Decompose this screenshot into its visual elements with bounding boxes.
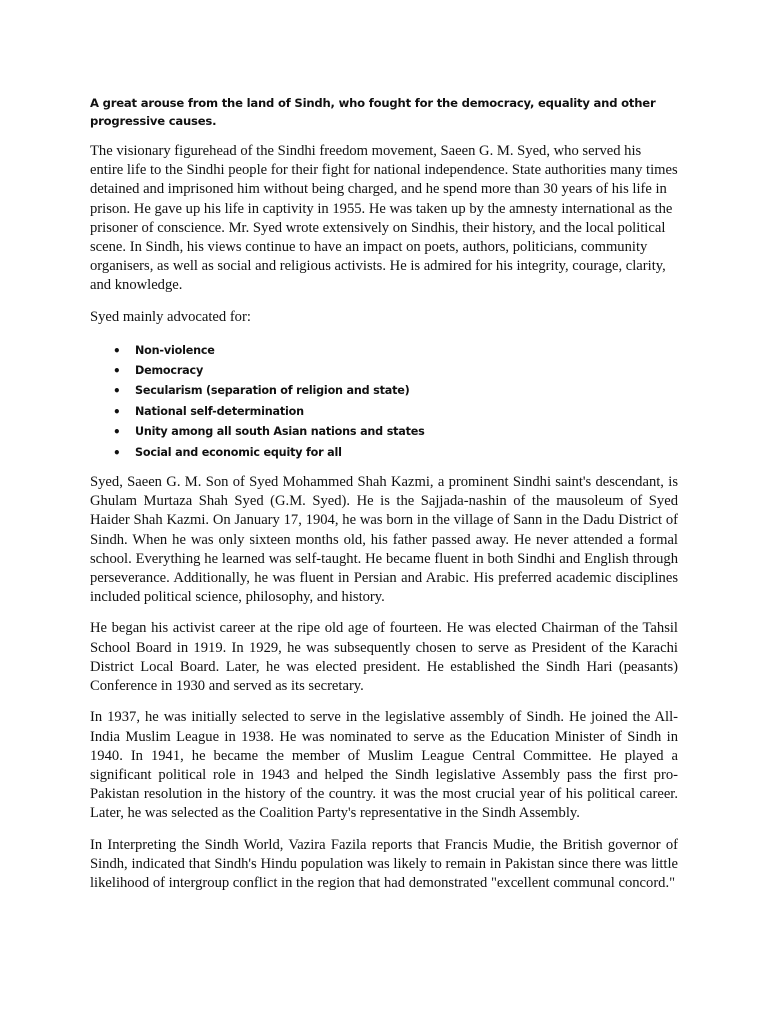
list-item (90, 381, 678, 401)
list-item (90, 402, 678, 422)
career-paragraph: He began his activist career at the ripe old age of fourteen. He was elected Chairman of the Tahsil School Board in 1919. In 1929, he was subsequently chosen to serve as President of the Karachi District Local Board. Later, he was elected president. He established the Sindh Hari (peasants) Conference in 1930 and served as its secretary. (90, 620, 678, 695)
list-item-label: Social and economic equity for all (135, 445, 342, 459)
list-item-label: Unity among all south Asian nations and states (135, 425, 425, 439)
list-item-label: Democracy (135, 364, 204, 378)
biography-paragraph: Syed, Saeen G. M. Son of Syed Mohammed Shah Kazmi, a prominent Sindhi saint's descendant, is Ghulam Murtaza Shah Syed (G.M. Syed). He is the Sajjada-nashin of the mausoleum of Syed Haider Shah Kazmi. On January 17, 1904, he was born in the village of Sann in the Dadu District of Sindh. When he was only sixteen months old, his father passed away. He never attended a formal school. Everything he learned was self-taught. He became fluent in both Sindhi and English through perseverance. Additionally, he was fluent in Persian and Arabic. His preferred academic disciplines included political science, philosophy, and history. (90, 474, 678, 606)
bullet-icon: • (113, 384, 121, 399)
bullet-icon: • (113, 425, 121, 440)
advocacy-list (90, 341, 678, 463)
bullet-icon: • (113, 404, 121, 419)
list-item (90, 443, 678, 463)
intro-paragraph: The visionary figurehead of the Sindhi freedom movement, Saeen G. M. Syed, who served his entire life to the Sindhi people for their fight for national independence. State authorities many times detained and imprisoned him without being charged, and he spend more than 30 years of his life in prison. He gave up his life in captivity in 1955. He was taken up by the amnesty international as the prisoner of conscience. Mr. Syed wrote extensively on Sindhis, their history, and the local political scene. In Sindh, his views continue to have an impact on poets, authors, politicians, community organisers, as well as social and religious activists. He is admired for his integrity, courage, clarity, and knowledge. (90, 143, 678, 294)
list-item (90, 361, 678, 381)
list-intro: Syed mainly advocated for: (90, 308, 251, 325)
bullet-icon: • (113, 343, 121, 358)
list-item (90, 422, 678, 442)
document-heading: A great arouse from the land of Sindh, who fought for the democracy, equality and other progressive causes. (90, 96, 656, 128)
governor-paragraph: In Interpreting the Sindh World, Vazira Fazila reports that Francis Mudie, the British governor of Sindh, indicated that Sindh's Hindu population was likely to remain in Pakistan since there was little likelihood of intergroup conflict in the region that had demonstrated "excellent communal concord." (90, 836, 678, 891)
list-item (90, 341, 678, 361)
bullet-icon: • (113, 364, 121, 379)
bullet-icon: • (113, 445, 121, 460)
list-item-label: National self-determination (135, 404, 304, 418)
list-item-label: Non-violence (135, 343, 215, 357)
list-item-label: Secularism (separation of religion and state) (135, 384, 410, 398)
assembly-paragraph: In 1937, he was initially selected to serve in the legislative assembly of Sindh. He joined the All-India Muslim League in 1938. He was nominated to serve as the Education Minister of Sindh in 1940. In 1941, he became the member of Muslim League Central Committee. He played a significant political role in 1943 and helped the Sindh legislative Assembly pass the first pro-Pakistan resolution in the history of the country. it was the most crucial year of his political career. Later, he was selected as the Coalition Party's representative in the Sindh Assembly. (90, 709, 678, 822)
